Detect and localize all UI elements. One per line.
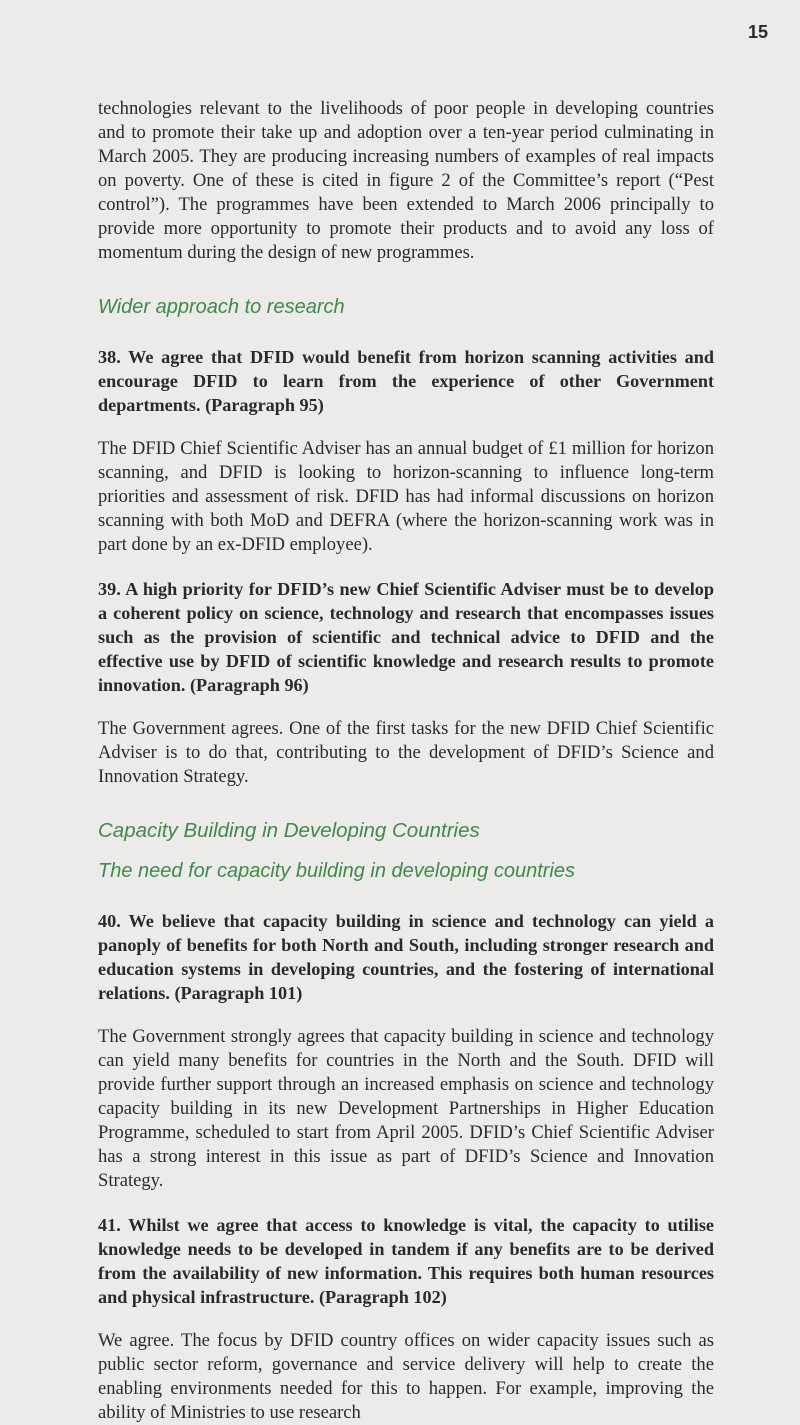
document-body: [98, 97, 714, 1425]
subheading-need: The need for capacity building in developing countries: [98, 860, 575, 882]
response-39: The Government agrees. One of the first tasks for the new DFID Chief Scientific Adviser is to do that, contributing to the development of DFID’s Science and Innovation Strategy.: [98, 718, 714, 787]
recommendation-41: 41. Whilst we agree that access to knowledge is vital, the capacity to utilise knowledge needs to be developed in tandem if any benefits are to be derived from the availability of new information. This requires both human resources and physical infrastructure. (Paragraph 102): [98, 1215, 714, 1307]
section-heading-wider-approach: Wider approach to research: [98, 296, 345, 318]
recommendation-40: 40. We believe that capacity building in science and technology can yield a panoply of benefits for both North and South, including stronger research and education systems in developing countries, and the fostering of international relations. (Paragraph 101): [98, 911, 714, 1003]
response-38: The DFID Chief Scientific Adviser has an annual budget of £1 million for horizon scanning, and DFID is looking to horizon-scanning to influence long-term priorities and assessment of risk. DFID has had informal discussions on horizon scanning with both MoD and DEFRA (where the horizon-scanning work was in part done by an ex-DFID employee).: [98, 438, 714, 555]
response-40: The Government strongly agrees that capacity building in science and technology can yield many benefits for countries in the North and the South. DFID will provide further support through an increased emphasis on science and technology capacity building in its new Development Partnerships in Higher Education Programme, scheduled to start from April 2005. DFID’s Chief Scientific Adviser has a strong interest in this issue as part of DFID’s Science and Innovation Strategy.: [98, 1026, 714, 1191]
section-heading-capacity: Capacity Building in Developing Countries: [98, 819, 480, 842]
page-number: 15: [747, 22, 768, 42]
response-41: We agree. The focus by DFID country offices on wider capacity issues such as public sector reform, governance and service delivery will help to create the enabling environments needed for this to happen. For example, improving the ability of Ministries to use research: [98, 1330, 714, 1423]
intro-paragraph: technologies relevant to the livelihoods of poor people in developing countries and to promote their take up and adoption over a ten-year period culminating in March 2005. They are producing increasing numbers of examples of real impacts on poverty. One of these is cited in figure 2 of the Committee’s report (“Pest control”). The programmes have been extended to March 2006 principally to provide more opportunity to promote their products and to avoid any loss of momentum during the design of new programmes.: [98, 98, 714, 263]
recommendation-39: 39. A high priority for DFID’s new Chief Scientific Adviser must be to develop a coherent policy on science, technology and research that encompasses issues such as the provision of scientific and technical advice to DFID and the effective use by DFID of scientific knowledge and research results to promote innovation. (Paragraph 96): [98, 579, 714, 695]
recommendation-38: 38. We agree that DFID would benefit from horizon scanning activities and encourage DFID to learn from the experience of other Government departments. (Paragraph 95): [98, 347, 714, 415]
